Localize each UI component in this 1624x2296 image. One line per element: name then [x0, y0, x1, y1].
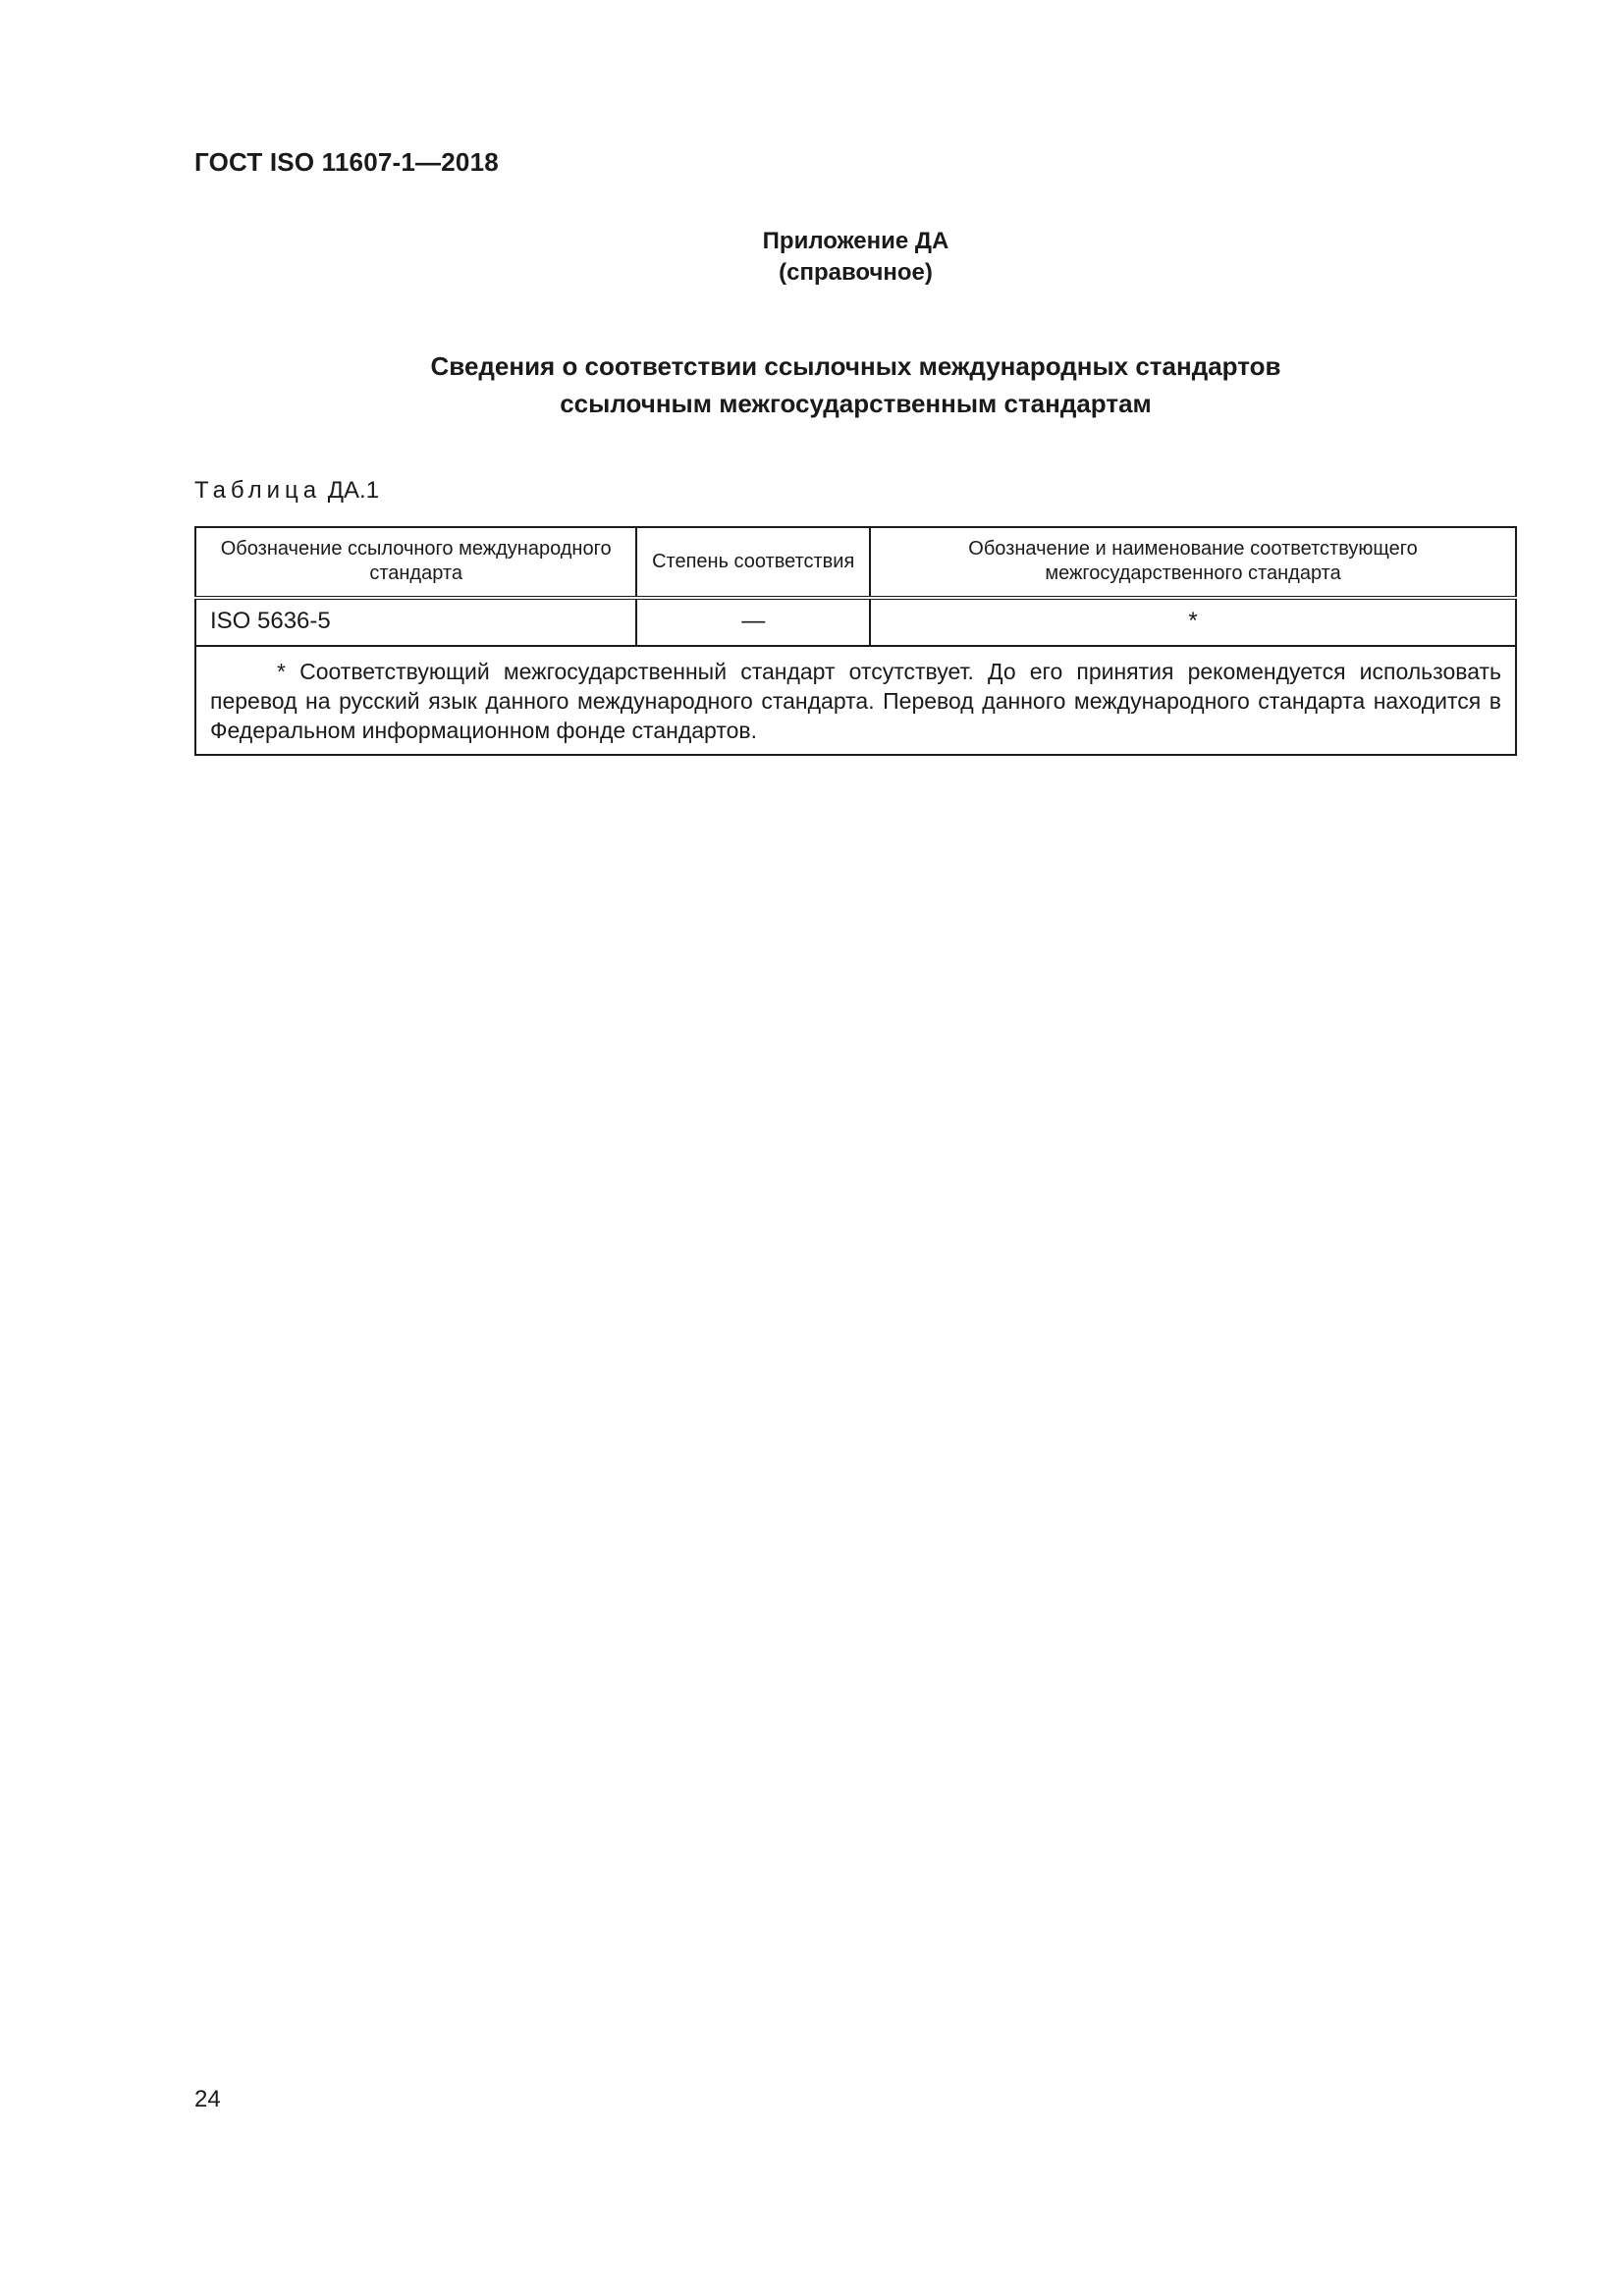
annex-title-line-2: ссылочным межгосударственным стандартам: [560, 389, 1152, 418]
annex-kind: (справочное): [779, 259, 933, 286]
annex-heading: [194, 226, 1517, 289]
annex-title-line-1: Сведения о соответствии ссылочных международных стандартов: [430, 351, 1281, 381]
cell-degree: —: [636, 598, 870, 646]
column-header-degree: Степень соответствия: [636, 527, 870, 598]
table-footnote-row: [195, 646, 1516, 755]
column-header-national-standard: Обозначение и наименование соответствующего межгосударственного стандарта: [870, 527, 1516, 598]
table-caption: [194, 477, 379, 505]
table-header-row: [195, 527, 1516, 598]
cell-international-standard: ISO 5636-5: [195, 598, 636, 646]
page-number: 24: [194, 2086, 221, 2112]
cell-national-standard: *: [870, 598, 1516, 646]
annex-label: Приложение ДА: [762, 228, 949, 254]
table-footnote: * Соответствующий межгосударственный стандарт отсутствует. До его принятия рекомендуется использовать перевод на русский язык данного международного стандарта. Перевод данного международного стандарта находится в Федеральном информационном фонде стандартов.: [195, 646, 1516, 755]
table-row: [195, 598, 1516, 646]
table-caption-number: ДА.1: [327, 477, 380, 504]
reference-standards-table: [194, 526, 1517, 756]
document-code: ГОСТ ISO 11607-1—2018: [194, 147, 499, 177]
annex-title: [194, 347, 1517, 422]
column-header-international-standard: Обозначение ссылочного международного стандарта: [195, 527, 636, 598]
table-caption-prefix: Таблица: [194, 477, 322, 504]
